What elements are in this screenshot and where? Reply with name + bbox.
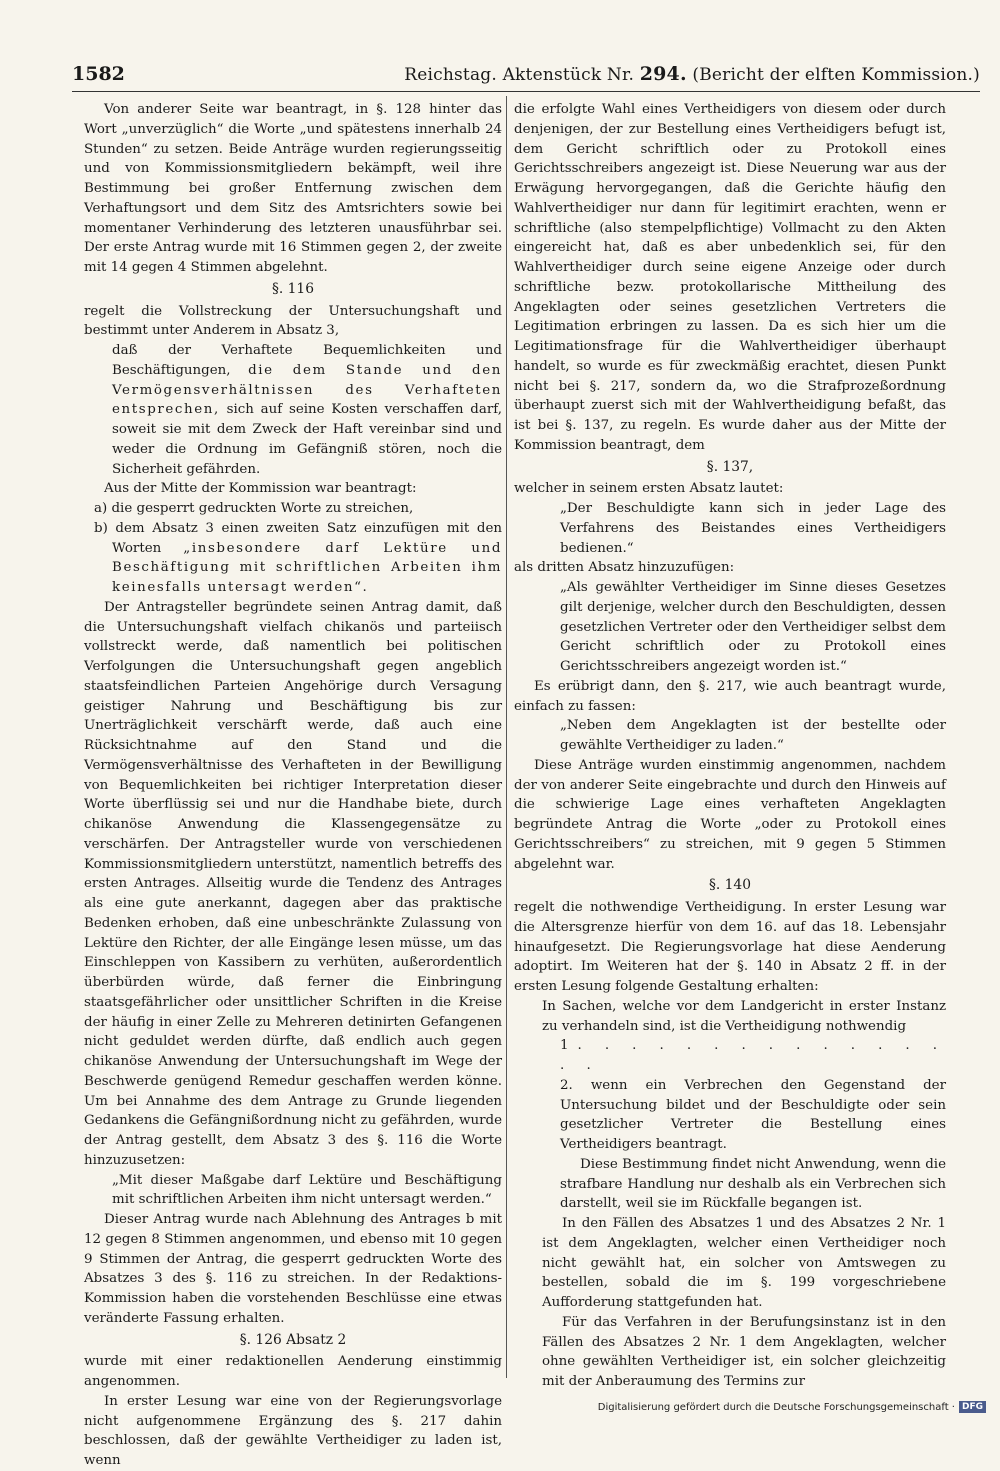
- quote-part: daß der Verhaftete Bequemlichkeiten und Beschäftigungen,: [112, 343, 502, 378]
- quoted-text: Diese Bestimmung findet nicht Anwendung, wenn die strafbare Handlung nur deshalb als ein Verbrechen sich darstellt, weil sie im Rückfalle begangen ist.: [560, 1156, 946, 1212]
- spaced-text: die dem Stande und den Vermögensverhältnissen des Verhafteten entsprechen,: [112, 362, 502, 418]
- running-head-subtitle: (Bericht der elften Kommission.): [692, 65, 980, 85]
- paragraph: wurde mit einer redaktionellen Aenderung einstimmig angenommen.: [84, 1354, 502, 1389]
- quoted-text: „Mit dieser Maßgabe darf Lektüre und Beschäftigung mit schriftlichen Arbeiten ihm nicht untersagt werden.“: [112, 1172, 502, 1208]
- paragraph: Aus der Mitte der Kommission war beantragt:: [104, 481, 417, 497]
- left-column: [84, 100, 502, 1471]
- paragraph: Der Antragsteller begründete seinen Antrag damit, daß die Untersuchungshaft vielfach chikanös und parteiisch vollstreckt werde, daß namentlich bei politischen Verfolgungen die Untersuchungshaft gegen angeblich staatsfeindlichen Parteien Angehörige durch Versagung geistiger Nahrung und Beschäftigung bis zur Unerträglichkeit verschärft werde, daß auch eine Rücksichtnahme auf den Stand und die Vermögensverhältnisse des Verhafteten in der Bewilligung von Bequemlichkeiten bei richtiger Interpretation dieser Worte überflüssig sei und nur die Handhabe biete, durch chikanöse Anwendung die Klassengegensätze zu verschärfen. Der Antragsteller wurde von verschiedenen Kommissionsmitgliedern unterstützt, namentlich betreffs des ersten Antrages. Allseitig wurde die Tendenz des Antrages als eine gute anerkannt, dagegen aber das praktische Bedenken erhoben, daß eine unbeschränkte Zulassung von Lektüre den Richter, der alle Eingänge lesen müsse, um das Einschleppen von Kassibern zu verhüten, außerordentlich überbürden würde, daß ferner die Einbringung staatsgefährlicher oder unsittlicher Schriften in die Kreise der häufig in einer Zelle zu Mehreren detinirten Gefangenen nicht geduldet werden dürfte, daß endlich auch gegen chikanöse Anwendung der Untersuchungshaft im Wege der Beschwerde genügend Remedur geschaffen werden könne. Um bei Annahme des dem Antrage zu Grunde liegenden Gedankens die Gefängnißordnung nicht zu gefährden, wurde der Antrag gestellt, dem Absatz 3 des §. 116 die Worte hinzuzusetzen:: [84, 599, 502, 1168]
- paragraph: regelt die nothwendige Vertheidigung. In erster Lesung war die Altersgrenze hierfür von dem 16. auf das 18. Lebensjahr hinaufgesetzt. Die Regierungsvorlage hat diese Aenderung adoptirt. Im Weiteren hat der §. 140 in Absatz 2 ff. in der ersten Lesung folgende Gestaltung erhalten:: [514, 900, 946, 994]
- paragraph: als dritten Absatz hinzuzufügen:: [514, 560, 735, 576]
- omission-dots: 1. . . . . . . . . . . . . . . .: [560, 1038, 946, 1073]
- paragraph: In erster Lesung war eine von der Regierungsvorlage nicht aufgenommene Ergänzung des §. 217 dahin beschlossen, daß der gewählte Vertheidiger zu laden ist, wenn: [84, 1393, 502, 1468]
- quoted-text: In Sachen, welche vor dem Landgericht in erster Instanz zu verhandeln sind, ist die Vertheidigung nothwendig: [542, 998, 946, 1034]
- paragraph: Es erübrigt dann, den §. 217, wie auch beantragt wurde, einfach zu fassen:: [514, 678, 946, 714]
- digitization-footer: [598, 1398, 986, 1416]
- running-head: [404, 63, 980, 85]
- page-number: 1582: [72, 63, 125, 85]
- quoted-text: 2. wenn ein Verbrechen den Gegenstand der Untersuchung bildet und der Beschuldigte oder sein gesetzlicher Vertreter die Bestellung eines Vertheidigers beantragt.: [560, 1077, 946, 1152]
- dfg-logo-icon: DFG: [959, 1401, 986, 1413]
- quoted-text: „Neben dem Angeklagten ist der bestellte oder gewählte Vertheidiger zu laden.“: [560, 718, 946, 753]
- footer-credit: Digitalisierung gefördert durch die Deutsche Forschungsgemeinschaft ·: [597, 1401, 955, 1413]
- header-rule: [72, 91, 980, 92]
- list-text: b) dem Absatz 3 einen zweiten Satz einzufügen mit den Worten: [94, 520, 502, 556]
- paragraph: die erfolgte Wahl eines Vertheidigers von diesem oder durch denjenigen, der zur Bestellung eines Vertheidigers befugt ist, dem Gericht schriftlich oder zu Protokoll eines Gerichtsschreibers angezeigt ist. Diese Neuerung war aus der Erwägung hervorgegangen, daß die Gerichte häufig den Wahlvertheidiger nur dann für legitimirt erachten, wenn er schriftliche (also stempelpflichtige) Vollmacht zu den Akten eingereicht hat, daß es aber unbedenklich sei, für den Wahlvertheidiger durch seine eigene Anzeige oder durch schriftliche bezw. protokollarische Mittheilung des Angeklagten oder seines gesetzlichen Vertreters die Legitimation erbringen zu lassen. Da es sich hier um die Legitimationsfrage für die Wahlvertheidiger überhaupt handelt, so wurde es für zweckmäßig erachtet, diesen Punkt nicht bei §. 217, sondern da, wo die Strafprozeßordnung überhaupt zuerst sich mit der Wahlvertheidigung befaßt, das ist bei §. 137, zu regeln. Es wurde daher aus der Mitte der Kommission beantragt, dem: [514, 102, 946, 453]
- quote-part: sich auf seine Kosten verschaffen darf, soweit sie mit dem Zweck der Haft vereinbar sind und weder die Ordnung im Gefängniß stören, noch die Sicherheit gefährden.: [112, 402, 502, 477]
- section-heading: §. 116: [271, 280, 314, 297]
- paragraph: Diese Anträge wurden einstimmig angenommen, nachdem der von anderer Seite eingebrachte und durch den Hinweis auf die schwierige Lage eines verhafteten Angeklagten begründete Antrag die Worte „oder zu Protokoll eines Gerichtsschreibers“ zu streichen, mit 9 gegen 5 Stimmen abgelehnt war.: [514, 757, 946, 872]
- paragraph: regelt die Vollstreckung der Untersuchungshaft und bestimmt unter Anderem in Absatz 3,: [84, 303, 502, 339]
- section-heading: §. 126 Absatz 2: [239, 1331, 347, 1348]
- quoted-text: „Als gewählter Vertheidiger im Sinne dieses Gesetzes gilt derjenige, welcher durch den Beschuldigten, dessen gesetzlichen Vertreter oder den Vertheidiger selbst dem Gericht schriftlich oder zu Protokoll eines Gerichtsschreibers angezeigt worden ist.“: [560, 580, 946, 674]
- paragraph: Von anderer Seite war beantragt, in §. 128 hinter das Wort „unverzüglich“ die Worte „und spätestens innerhalb 24 Stunden“ zu setzen. Beide Anträge wurden regierungsseitig und von Kommissionsmitgliedern bekämpft, weil ihre Bestimmung bei großer Entfernung zwischen dem Verhaftungsort und dem Sitz des Amtsrichters sowie bei momentaner Verhinderung des letzteren unausführbar sei. Der erste Antrag wurde mit 16 Stimmen gegen 2, der zweite mit 14 gegen 4 Stimmen abgelehnt.: [84, 102, 502, 275]
- page-header: [72, 60, 980, 88]
- paragraph: welcher in seinem ersten Absatz lautet:: [514, 481, 784, 497]
- quoted-text: „Der Beschuldigte kann sich in jeder Lage des Verfahrens des Beistandes eines Vertheidigers bedienen.“: [560, 501, 946, 556]
- quoted-text: In den Fällen des Absatzes 1 und des Absatzes 2 Nr. 1 ist dem Angeklagten, welcher einen Vertheidiger noch nicht gewählt hat, ein solcher von Amtswegen zu bestellen, sobald die im §. 199 vorgeschriebene Aufforderung stattgefunden hat.: [542, 1216, 946, 1310]
- section-heading: §. 140: [708, 877, 751, 894]
- paragraph: Dieser Antrag wurde nach Ablehnung des Antrages b mit 12 gegen 8 Stimmen angenommen, und ebenso mit 10 gegen 9 Stimmen der Antrag, die gesperrt gedruckten Worte des Absatzes 3 des §. 116 zu streichen. In der Redaktions-Kommission haben die vorstehenden Beschlüsse eine etwas veränderte Fassung erhalten.: [84, 1212, 502, 1326]
- running-head-title: Reichstag. Aktenstück Nr.: [404, 65, 635, 85]
- quoted-text: [112, 341, 502, 479]
- spaced-text: „insbesondere darf Lektüre und Beschäftigung mit schriftlichen Arbeiten ihm keinesfalls untersagt werden“.: [112, 540, 502, 595]
- list-item: a) die gesperrt gedruckten Worte zu streichen,: [94, 501, 414, 516]
- list-item: [94, 519, 502, 598]
- document-number: 294.: [639, 63, 687, 85]
- column-divider: [506, 96, 507, 1378]
- quoted-text: Für das Verfahren in der Berufungsinstanz ist in den Fällen des Absatzes 2 Nr. 1 dem Angeklagten, welcher ohne gewählten Vertheidiger ist, ein solcher gleichzeitig mit der Anberaumung des Termins zur: [542, 1314, 946, 1389]
- section-heading: §. 137,: [706, 458, 754, 475]
- right-column: [514, 100, 946, 1392]
